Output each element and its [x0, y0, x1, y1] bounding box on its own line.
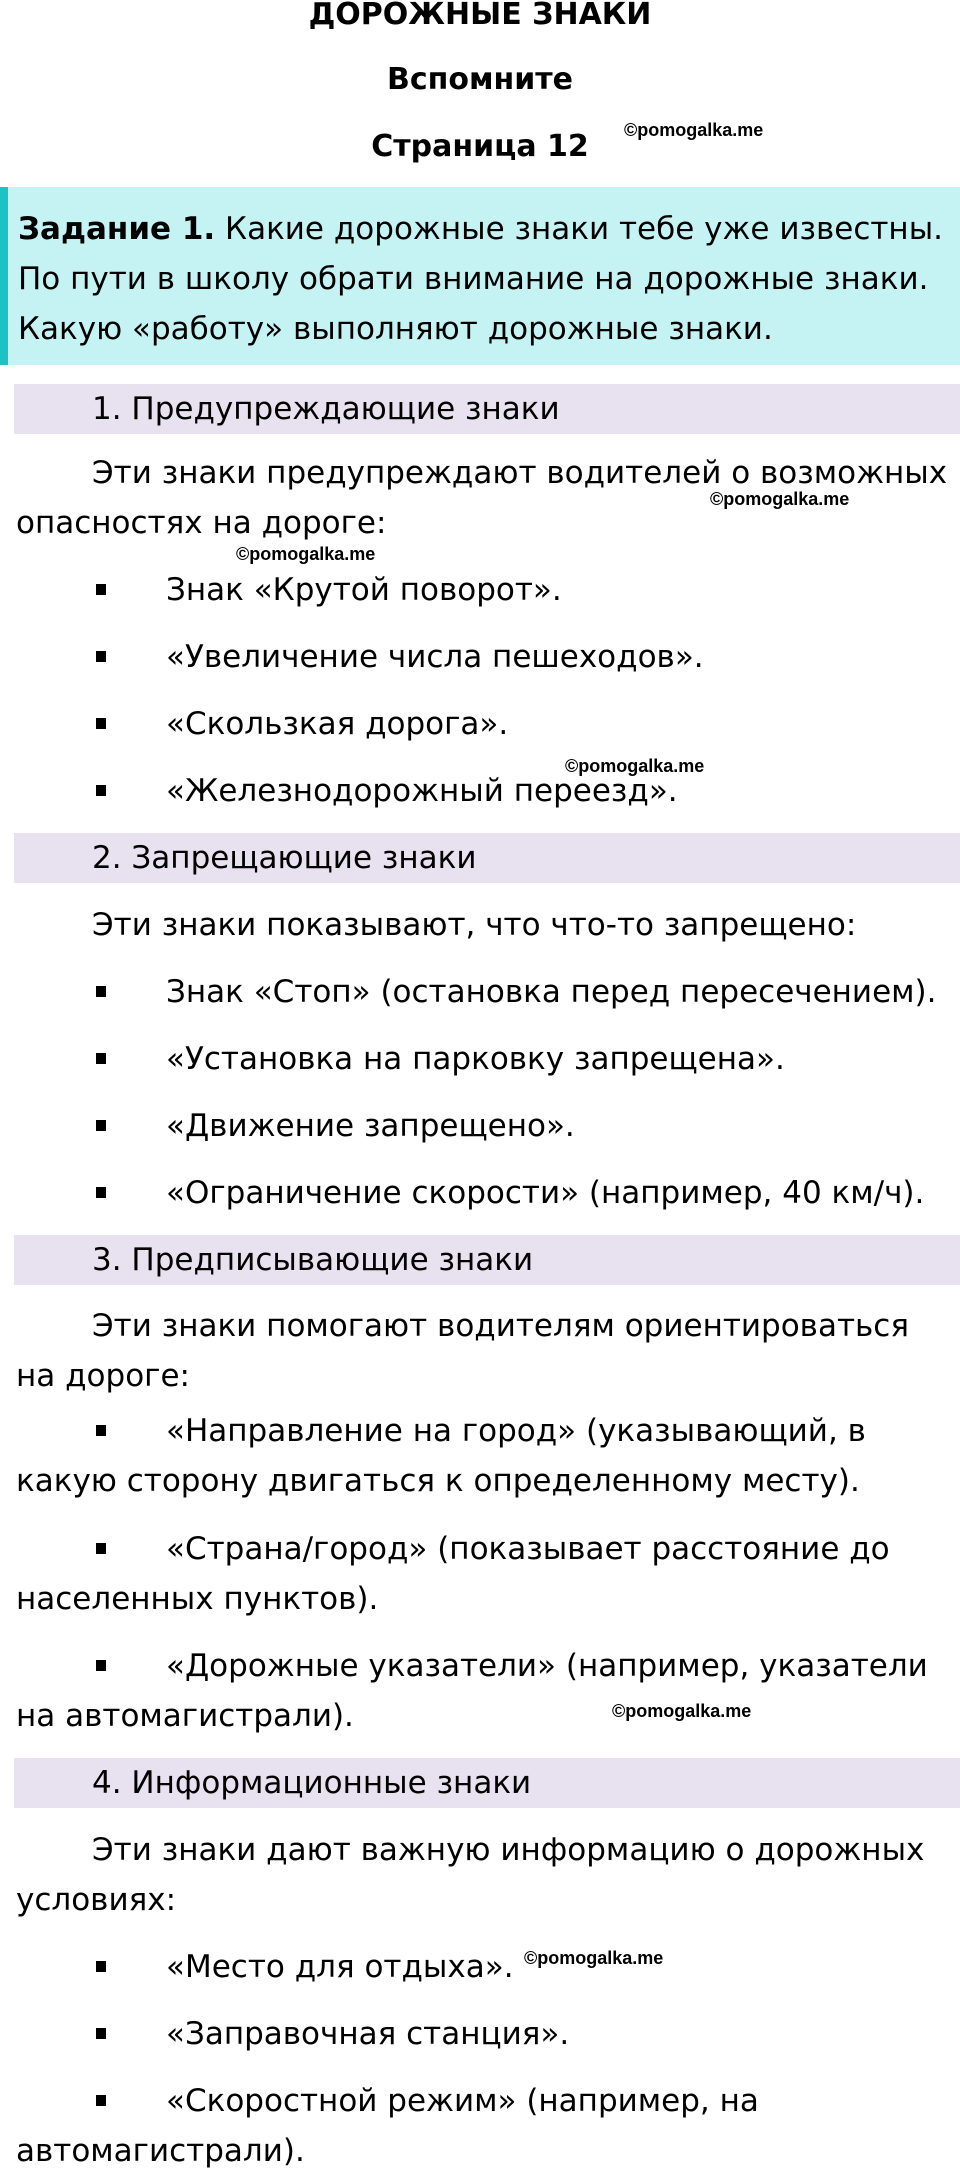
bullet-icon	[96, 1120, 106, 1131]
page-title: ДОРОЖНЫЕ ЗНАКИ	[308, 0, 652, 32]
list-item	[16, 1524, 951, 1624]
watermark: ©pomogalka.me	[624, 120, 764, 140]
bullet-icon	[96, 986, 106, 997]
section-header: 2. Запрещающие знаки	[14, 833, 960, 883]
bullet-icon	[96, 1425, 106, 1436]
list-item-text: «Скользкая дорога».	[166, 706, 509, 742]
list-item-text: Знак «Крутой поворот».	[166, 572, 562, 608]
watermark: ©pomogalka.me	[565, 756, 705, 776]
page-subtitle: Вспомните	[387, 62, 573, 97]
bullet-icon	[96, 584, 106, 595]
section-intro: Эти знаки предупреждают водителей о возможных опасностях на дороге:	[16, 455, 948, 541]
section-intro: Эти знаки показывают, что что-то запрещено:	[92, 907, 857, 943]
list-item-text: «Железнодорожный переезд».	[166, 773, 678, 809]
list-item-text: «Страна/город» (показывает расстояние до населенных пунктов).	[16, 1531, 890, 1617]
list-item-text: «Увеличение числа пешеходов».	[166, 639, 704, 675]
task-box	[0, 187, 960, 365]
bullet-icon	[96, 651, 106, 662]
list-item-text: «Скоростной режим» (например, на автомагистрали).	[16, 2083, 759, 2169]
section-intro: Эти знаки дают важную информацию о дорожных условиях:	[16, 1832, 925, 1918]
list-item	[16, 1641, 951, 1741]
list-item-text: «Ограничение скорости» (например, 40 км/ч).	[166, 1175, 925, 1211]
task-label: Задание 1.	[18, 211, 216, 247]
watermark: ©pomogalka.me	[236, 544, 376, 564]
bullet-icon	[96, 1187, 106, 1198]
section-header: 4. Информационные знаки	[14, 1758, 960, 1808]
bullet-icon	[96, 718, 106, 729]
list-item-text: «Дорожные указатели» (например, указатели на автомагистрали).	[16, 1648, 928, 1734]
bullet-icon	[96, 1543, 106, 1554]
bullet-icon	[96, 2028, 106, 2039]
page-number: Страница 12	[371, 129, 589, 164]
bullet-icon	[96, 1053, 106, 1064]
list-item	[16, 1406, 951, 1506]
section-header: 3. Предписывающие знаки	[14, 1235, 960, 1285]
watermark: ©pomogalka.me	[612, 1701, 752, 1721]
watermark: ©pomogalka.me	[710, 489, 850, 509]
list-item-text: «Место для отдыха».	[166, 1949, 514, 1985]
section-header: 1. Предупреждающие знаки	[14, 384, 960, 434]
list-item-text: «Установка на парковку запрещена».	[166, 1041, 785, 1077]
list-item	[16, 2076, 951, 2176]
section-intro: Эти знаки помогают водителям ориентироваться на дороге:	[16, 1308, 909, 1394]
task-text: Какие дорожные знаки тебе уже известны. По пути в школу обрати внимание на дорожные знаки. Какую «работу» выполняют дорожные знаки.	[18, 211, 944, 347]
bullet-icon	[96, 785, 106, 796]
list-item-text: «Направление на город» (указывающий, в какую сторону двигаться к определенному месту).	[16, 1413, 866, 1499]
bullet-icon	[96, 1660, 106, 1671]
watermark: ©pomogalka.me	[524, 1948, 664, 1968]
list-item-text: Знак «Стоп» (остановка перед пересечением).	[166, 974, 937, 1010]
list-item-text: «Заправочная станция».	[166, 2016, 570, 2052]
list-item-text: «Движение запрещено».	[166, 1108, 575, 1144]
bullet-icon	[96, 1961, 106, 1972]
bullet-icon	[96, 2095, 106, 2106]
